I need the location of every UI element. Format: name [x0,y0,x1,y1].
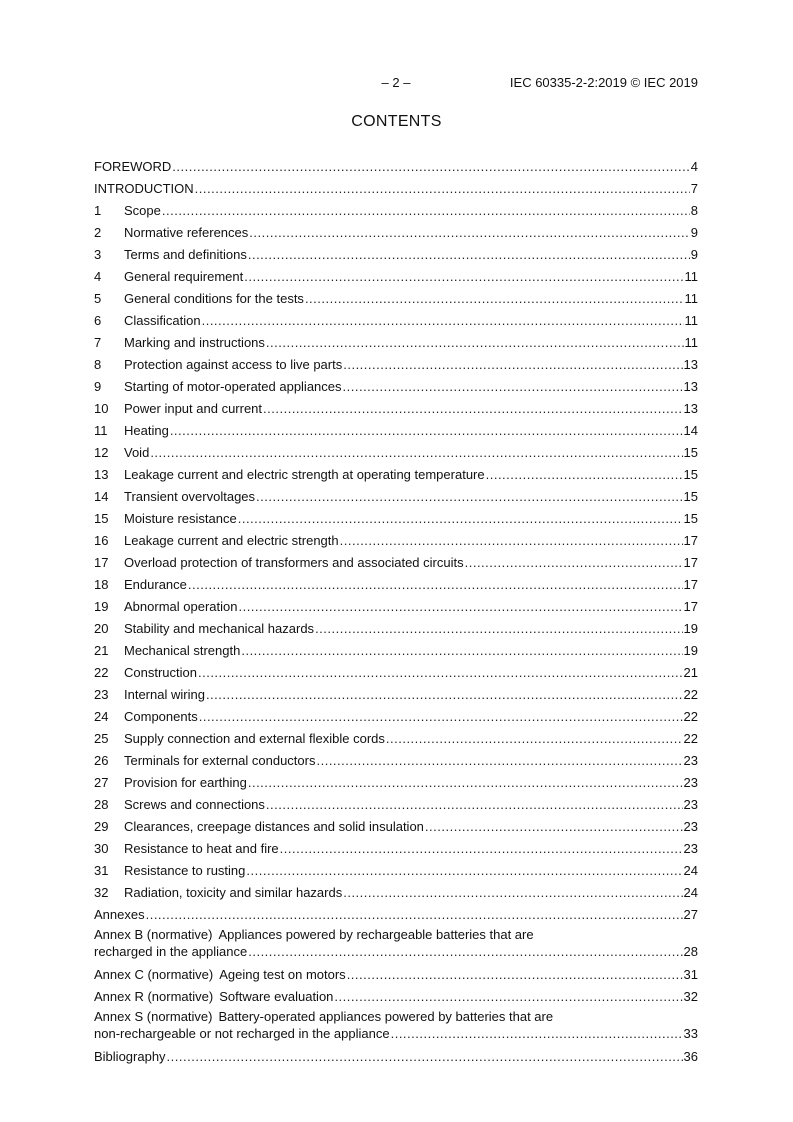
toc-entry-number: 17 [94,555,109,570]
toc-entry[interactable] [94,267,698,289]
toc-entry-number: 30 [94,841,109,856]
dot-leader [241,641,682,661]
toc-entry-line [94,311,698,331]
toc-entry-line [94,443,698,463]
toc-entry-page: 23 [683,775,698,790]
toc-entry-number: 4 [94,269,102,284]
toc-entry[interactable] [94,597,698,619]
dot-leader [343,883,682,903]
toc-entry[interactable] [94,641,698,663]
toc-entry-label: Provision for earthing [124,775,247,790]
dot-leader [202,311,684,331]
dot-leader [248,773,683,793]
toc-entry[interactable] [94,465,698,487]
toc-annex-line [94,987,698,1007]
toc-entry-label: Screws and connections [124,797,265,812]
dot-leader [263,399,683,419]
toc-annex-line2 [94,1025,698,1043]
toc-annex-line2 [94,943,698,961]
toc-entry-label: Mechanical strength [124,643,241,658]
standard-identifier: IEC 60335-2-2:2019 © IEC 2019 [509,75,698,90]
dot-leader [172,157,689,177]
toc-entry-line [94,223,698,243]
toc-entry[interactable] [94,707,698,729]
toc-entry-label: Marking and instructions [124,335,265,350]
toc-entry-line [94,663,698,683]
toc-entry-page: 13 [683,379,698,394]
toc-entry-label: Starting of motor-operated appliances [124,379,342,394]
page-number: – 2 – [381,75,411,90]
toc-entry-label: Classification [124,313,201,328]
toc-entry[interactable] [94,751,698,773]
toc-annex-line1 [94,1009,698,1025]
toc-entry-page: 4 [690,159,698,174]
toc-entry[interactable] [94,443,698,465]
toc-annex-entry[interactable] [94,1009,698,1047]
toc-entry-line [94,751,698,771]
dot-leader [188,575,683,595]
toc-entry-number: 31 [94,863,109,878]
toc-annex-line [94,965,698,985]
toc-annex-entry[interactable] [94,987,698,1009]
toc-entry-label: Clearances, creepage distances and solid insulation [124,819,424,834]
annex-title-line2: recharged in the appliance [94,944,248,959]
toc-entry-page: 17 [683,555,698,570]
toc-entry-line [94,333,698,353]
toc-entry-number: 16 [94,533,109,548]
toc-entry[interactable] [94,509,698,531]
toc-entry-number: 10 [94,401,109,416]
toc-entry-line [94,839,698,859]
toc-entry-line [94,861,698,881]
dot-leader [425,817,683,837]
dot-leader [486,465,683,485]
toc-entry[interactable] [94,575,698,597]
toc-entry-line [94,685,698,705]
toc-entry-page: 17 [683,577,698,592]
toc-entry-label: Endurance [124,577,187,592]
toc-entry-label: Leakage current and electric strength at operating temperature [124,467,485,482]
toc-entry-page: 19 [683,621,698,636]
toc-entry-label: Components [124,709,198,724]
toc-entry-label: Void [124,445,150,460]
toc-entry-label: General conditions for the tests [124,291,304,306]
toc-entry-page: 17 [683,533,698,548]
toc-entry-label: Resistance to rusting [124,863,246,878]
toc-entry[interactable] [94,289,698,311]
toc-entry-line [94,575,698,595]
toc-entry[interactable] [94,663,698,685]
toc-entry-number: 29 [94,819,109,834]
toc-entry[interactable] [94,905,698,927]
toc-entry[interactable] [94,685,698,707]
toc-entry-number: 21 [94,643,109,658]
toc-entry[interactable] [94,883,698,905]
toc-entry-line [94,267,698,287]
toc-entry-label: General requirement [124,269,244,284]
table-of-contents [94,157,698,1069]
annex-title: Ageing test on motors [219,967,346,982]
toc-entry[interactable] [94,377,698,399]
toc-entry-label: Terminals for external conductors [124,753,316,768]
toc-entry-label: Transient overvoltages [124,489,256,504]
toc-entry-page: 27 [683,907,698,922]
toc-entry-line [94,641,698,661]
toc-entry-number: 6 [94,313,102,328]
dot-leader [316,751,682,771]
toc-entry[interactable] [94,795,698,817]
dot-leader [246,861,682,881]
toc-entry-line [94,245,698,265]
toc-entry-line [94,619,698,639]
toc-entry-number: 13 [94,467,109,482]
toc-annex-line1 [94,927,698,943]
toc-entry-page: 15 [683,445,698,460]
toc-entry-label: Resistance to heat and fire [124,841,279,856]
toc-entry-page: 17 [683,599,698,614]
dot-leader [199,707,683,727]
toc-entry-label: Abnormal operation [124,599,238,614]
dot-leader [249,223,689,243]
toc-entry-number: 15 [94,511,109,526]
toc-entry-number: 8 [94,357,102,372]
dot-leader [343,377,683,397]
dot-leader [244,267,683,287]
annex-title-line1: Battery-operated appliances powered by batteries that are [218,1009,554,1024]
toc-entry-page: 15 [683,489,698,504]
toc-entry-line [94,1047,698,1067]
toc-entry-number: 18 [94,577,109,592]
toc-entry-page: 9 [690,225,698,240]
toc-entry-page: 24 [683,885,698,900]
dot-leader [280,839,683,859]
toc-annex-entry[interactable] [94,965,698,987]
toc-entry-label: Heating [124,423,169,438]
toc-entry-page: 23 [683,819,698,834]
toc-entry-label: INTRODUCTION [94,181,194,196]
toc-entry[interactable] [94,399,698,421]
toc-entry[interactable] [94,311,698,333]
toc-entry-page: 13 [683,357,698,372]
toc-entry-page: 31 [683,967,698,982]
toc-entry-label: Protection against access to live parts [124,357,343,372]
toc-entry-line [94,355,698,375]
toc-entry-line [94,179,698,199]
bibliography-label: Bibliography [94,1049,166,1064]
dot-leader [347,965,683,985]
toc-annex-entry[interactable] [94,927,698,965]
page-title: CONTENTS [351,113,442,130]
dot-leader [195,179,690,199]
toc-entry[interactable] [94,619,698,641]
toc-entry-page: 11 [684,335,698,350]
toc-entry-number: 23 [94,687,109,702]
toc-entry-number: 1 [94,203,102,218]
toc-entry-label: Radiation, toxicity and similar hazards [124,885,343,900]
toc-entry-page: 11 [684,269,698,284]
toc-entry-number: 20 [94,621,109,636]
toc-entry-label: Scope [124,203,161,218]
toc-entry-number: 27 [94,775,109,790]
dot-leader [170,421,683,441]
toc-entry-page: 24 [683,863,698,878]
toc-entry-number: 11 [94,423,108,438]
toc-entry-page: 28 [683,944,698,959]
dot-leader [162,201,690,221]
toc-entry-line [94,157,698,177]
toc-entry-page: 19 [683,643,698,658]
dot-leader [198,663,683,683]
toc-entry[interactable] [94,421,698,443]
toc-entry-page: 14 [683,423,698,438]
annex-designation: Annex C (normative) [94,967,214,982]
toc-entry-page: 8 [690,203,698,218]
dot-leader [206,685,683,705]
dot-leader [150,443,682,463]
toc-entry-label: Terms and definitions [124,247,247,262]
toc-entry-line [94,707,698,727]
dot-leader [238,597,682,617]
toc-entry-page: 36 [683,1049,698,1064]
toc-entry-page: 21 [683,665,698,680]
toc-entry-line [94,905,698,925]
dot-leader [266,795,683,815]
toc-entry[interactable] [94,861,698,883]
toc-entry-line [94,817,698,837]
toc-entry[interactable] [94,553,698,575]
toc-entry-label: Overload protection of transformers and associated circuits [124,555,464,570]
dot-leader [386,729,683,749]
toc-entry-number: 3 [94,247,102,262]
toc-entry[interactable] [94,333,698,355]
toc-entry[interactable] [94,157,698,179]
annex-designation: Annex B (normative) [94,927,213,942]
toc-entry-number: 32 [94,885,109,900]
toc-entry-line [94,553,698,573]
toc-entry-page: 9 [690,247,698,262]
toc-entry-page: 15 [683,511,698,526]
dot-leader [248,943,682,961]
toc-entry-line [94,465,698,485]
toc-entry-label: Internal wiring [124,687,205,702]
toc-entry[interactable] [94,223,698,245]
toc-entry-page: 11 [684,291,698,306]
toc-entry-number: 12 [94,445,109,460]
dot-leader [465,553,683,573]
toc-entry[interactable] [94,729,698,751]
annex-title: Software evaluation [219,989,334,1004]
toc-entry[interactable] [94,773,698,795]
dot-leader [391,1025,683,1043]
dot-leader [266,333,684,353]
toc-entry-line [94,201,698,221]
toc-entry-line [94,509,698,529]
toc-entry-number: 5 [94,291,102,306]
dot-leader [256,487,683,507]
page-header [94,75,698,93]
toc-entry[interactable] [94,201,698,223]
toc-entry-line [94,795,698,815]
toc-entry-label: Construction [124,665,197,680]
toc-entry-page: 22 [683,709,698,724]
toc-entry[interactable] [94,355,698,377]
toc-entry-label: Normative references [124,225,249,240]
toc-entry[interactable] [94,817,698,839]
toc-entry-page: 22 [683,687,698,702]
toc-entry-page: 32 [683,989,698,1004]
dot-leader [334,987,682,1007]
toc-entry-label: Supply connection and external flexible cords [124,731,385,746]
toc-entry-page: 23 [683,797,698,812]
toc-entry[interactable] [94,531,698,553]
toc-entry-page: 13 [683,401,698,416]
toc-entry-number: 22 [94,665,109,680]
toc-entry-line [94,421,698,441]
toc-entry-number: 25 [94,731,109,746]
dot-leader [146,905,683,925]
toc-entry-page: 7 [690,181,698,196]
dot-leader [315,619,682,639]
toc-entry-label: Power input and current [124,401,263,416]
dot-leader [340,531,683,551]
toc-entry-number: 19 [94,599,109,614]
toc-entry-line [94,531,698,551]
toc-entry-number: 26 [94,753,109,768]
toc-entry[interactable] [94,245,698,267]
toc-entry-line [94,773,698,793]
toc-entry-label: FOREWORD [94,159,172,174]
toc-entry-line [94,289,698,309]
toc-entry-label: Moisture resistance [124,511,237,526]
dot-leader [343,355,682,375]
dot-leader [238,509,683,529]
toc-entry[interactable] [94,839,698,861]
annex-designation: Annex R (normative) [94,989,214,1004]
toc-entry[interactable] [94,179,698,201]
toc-entry-page: 15 [683,467,698,482]
toc-entry-number: 14 [94,489,109,504]
dot-leader [167,1047,683,1067]
toc-entry-page: 23 [683,841,698,856]
dot-leader [248,245,690,265]
toc-entry-line [94,377,698,397]
toc-entry-number: 2 [94,225,102,240]
annex-title-line2: non-rechargeable or not recharged in the appliance [94,1026,390,1041]
toc-entry-line [94,487,698,507]
toc-entry-page: 33 [683,1026,698,1041]
dot-leader [305,289,684,309]
annex-title-line1: Appliances powered by rechargeable batteries that are [218,927,534,942]
toc-entry-label: Annexes [94,907,145,922]
toc-entry-line [94,597,698,617]
toc-entry-number: 7 [94,335,102,350]
toc-entry-number: 24 [94,709,109,724]
toc-entry-number: 9 [94,379,102,394]
toc-entry-label: Stability and mechanical hazards [124,621,315,636]
toc-bibliography-entry[interactable] [94,1047,698,1069]
toc-entry[interactable] [94,487,698,509]
annex-designation: Annex S (normative) [94,1009,213,1024]
toc-entry-page: 22 [683,731,698,746]
toc-entry-page: 11 [684,313,698,328]
toc-entry-label: Leakage current and electric strength [124,533,339,548]
toc-entry-number: 28 [94,797,109,812]
toc-entry-line [94,883,698,903]
toc-entry-line [94,729,698,749]
toc-entry-page: 23 [683,753,698,768]
toc-entry-line [94,399,698,419]
